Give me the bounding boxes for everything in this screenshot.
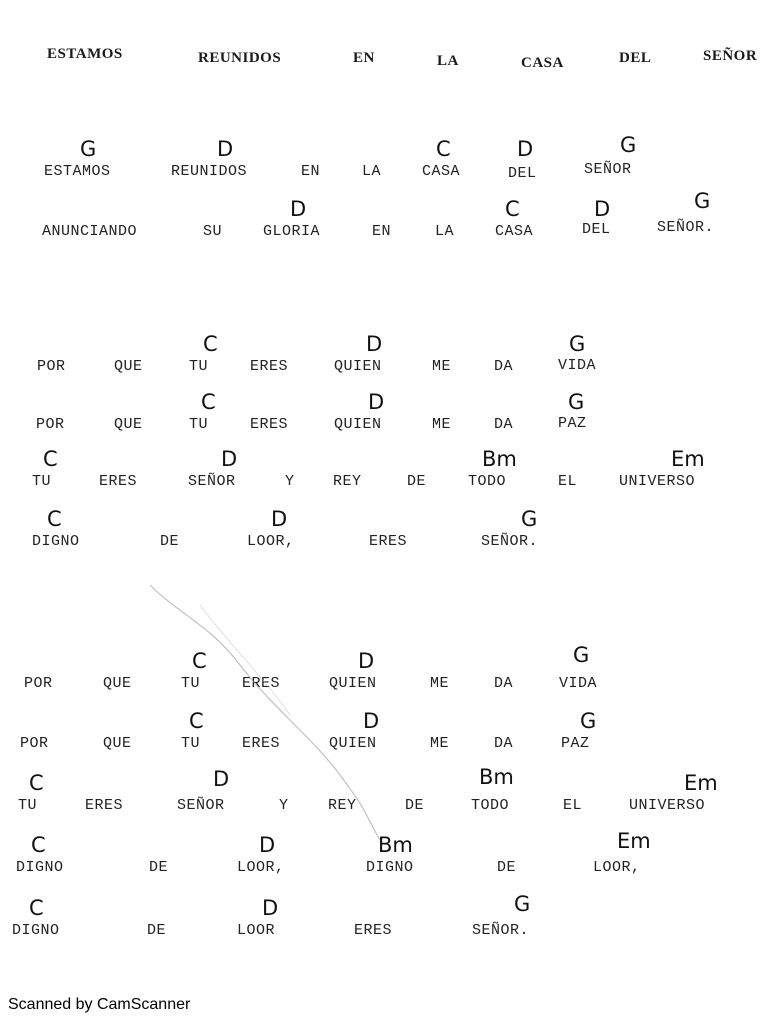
- lyric-word: QUE: [114, 416, 143, 433]
- lyric-word: ME: [432, 358, 452, 375]
- chord: C: [43, 447, 58, 471]
- lyric-word: VIDA: [558, 357, 597, 374]
- lyric-word: ERES: [99, 473, 138, 490]
- lyric-word: ERES: [369, 533, 408, 550]
- chord: G: [620, 133, 637, 157]
- chorus1-line-3: [0, 449, 768, 499]
- chord: D: [259, 833, 276, 857]
- lyric-word: DE: [147, 922, 167, 939]
- chord: C: [203, 332, 218, 356]
- chorus1-line-1: [0, 334, 768, 384]
- lyric-word: LOOR,: [237, 859, 285, 876]
- chord: D: [213, 767, 230, 791]
- lyric-word: TU: [189, 416, 209, 433]
- lyric-word: QUIEN: [334, 358, 382, 375]
- lyric-word: QUE: [103, 735, 132, 752]
- chord: D: [368, 390, 385, 414]
- lyric-word: EL: [563, 797, 583, 814]
- chord: C: [31, 833, 46, 857]
- lyric-word: PAZ: [561, 735, 590, 752]
- lyric-word: Y: [279, 797, 289, 814]
- lyric-word: SEÑOR.: [657, 219, 715, 236]
- lyric-word: LA: [435, 223, 455, 240]
- lyric-word: LOOR,: [593, 859, 641, 876]
- lyric-word: DA: [494, 735, 514, 752]
- lyric-word: DA: [494, 358, 514, 375]
- chord: C: [192, 649, 207, 673]
- chord: D: [271, 507, 288, 531]
- lyric-word: GLORIA: [263, 223, 321, 240]
- lyric-word: ESTAMOS: [44, 163, 111, 180]
- chord: G: [80, 137, 97, 161]
- lyric-word: TU: [189, 358, 209, 375]
- lyric-word: TODO: [468, 473, 507, 490]
- lyric-word: TU: [32, 473, 52, 490]
- chord: D: [262, 896, 279, 920]
- lyric-word: ERES: [242, 735, 281, 752]
- chord: D: [290, 197, 307, 221]
- lyric-word: DE: [160, 533, 180, 550]
- song-title: [0, 48, 768, 78]
- lyric-word: VIDA: [559, 675, 598, 692]
- lyric-word: Y: [285, 473, 295, 490]
- lyric-word: SEÑOR: [188, 473, 236, 490]
- chord: Em: [684, 771, 718, 795]
- lyric-word: QUE: [114, 358, 143, 375]
- lyric-word: ME: [430, 675, 450, 692]
- lyric-word: DA: [494, 416, 514, 433]
- chorus1-line-4: [0, 509, 768, 559]
- lyric-word: CASA: [495, 223, 534, 240]
- lyric-word: ERES: [242, 675, 281, 692]
- chord: Em: [671, 447, 705, 471]
- lyric-word: LA: [362, 163, 382, 180]
- lyric-word: DIGNO: [16, 859, 64, 876]
- lyric-word: ANUNCIANDO: [42, 223, 138, 240]
- chord: C: [29, 896, 44, 920]
- lyric-word: DA: [494, 675, 514, 692]
- lyric-word: SEÑOR.: [472, 922, 530, 939]
- chord: G: [569, 332, 586, 356]
- lyric-word: DEL: [508, 165, 537, 182]
- lyric-word: POR: [24, 675, 53, 692]
- title-word: DEL: [619, 50, 652, 66]
- lyric-word: SEÑOR.: [481, 533, 539, 550]
- lyric-word: EN: [301, 163, 321, 180]
- lyric-word: SEÑOR: [584, 161, 632, 178]
- lyric-word: QUIEN: [334, 416, 382, 433]
- chord: G: [573, 643, 590, 667]
- chord: Bm: [479, 765, 514, 789]
- title-word: ESTAMOS: [47, 46, 123, 62]
- chord: G: [568, 390, 585, 414]
- lyric-word: UNIVERSO: [619, 473, 696, 490]
- chord: C: [505, 197, 520, 221]
- lyric-word: TU: [181, 675, 201, 692]
- lyric-word: DE: [149, 859, 169, 876]
- lyric-word: UNIVERSO: [629, 797, 706, 814]
- chord: D: [366, 332, 383, 356]
- lyric-word: SU: [203, 223, 223, 240]
- lyric-word: TU: [18, 797, 38, 814]
- lyric-word: QUE: [103, 675, 132, 692]
- title-word: EN: [353, 50, 375, 66]
- lyric-word: ERES: [85, 797, 124, 814]
- paper-crease: [140, 585, 400, 845]
- lyric-word: LOOR,: [247, 533, 295, 550]
- lyric-word: ERES: [250, 358, 289, 375]
- lyric-word: POR: [37, 358, 66, 375]
- lyric-word: QUIEN: [329, 675, 377, 692]
- chord: D: [358, 649, 375, 673]
- lyric-word: REY: [333, 473, 362, 490]
- lyric-word: DIGNO: [366, 859, 414, 876]
- lyric-word: ERES: [354, 922, 393, 939]
- lyric-word: POR: [20, 735, 49, 752]
- scanner-footer: Scanned by CamScanner: [8, 996, 191, 1013]
- title-word: REUNIDOS: [198, 50, 282, 66]
- lyric-word: ME: [432, 416, 452, 433]
- lyric-word: PAZ: [558, 415, 587, 432]
- verse-line-2: [0, 189, 768, 249]
- title-word: LA: [437, 53, 459, 69]
- lyric-word: REUNIDOS: [171, 163, 248, 180]
- lyric-word: ME: [430, 735, 450, 752]
- lyric-word: REY: [328, 797, 357, 814]
- lyric-word: DIGNO: [12, 922, 60, 939]
- chord: C: [189, 709, 204, 733]
- chord: Bm: [482, 447, 517, 471]
- chord: G: [521, 507, 538, 531]
- chord: D: [517, 137, 534, 161]
- lyric-word: EN: [372, 223, 392, 240]
- chord: D: [217, 137, 234, 161]
- lyric-word: ERES: [250, 416, 289, 433]
- lyric-word: DE: [407, 473, 427, 490]
- lyric-word: DE: [497, 859, 517, 876]
- lyric-word: LOOR: [237, 922, 276, 939]
- lyric-word: QUIEN: [329, 735, 377, 752]
- lyric-word: DIGNO: [32, 533, 80, 550]
- chorus2-line-5: [0, 892, 768, 948]
- verse-line-1: [0, 133, 768, 189]
- chord: C: [436, 137, 451, 161]
- chord: C: [47, 507, 62, 531]
- lyric-word: POR: [36, 416, 65, 433]
- chord: G: [514, 892, 531, 916]
- title-word: CASA: [521, 55, 564, 71]
- lyric-word: CASA: [422, 163, 461, 180]
- lyric-word: TU: [181, 735, 201, 752]
- chord: Em: [617, 829, 651, 853]
- chord: Bm: [378, 833, 413, 857]
- chord: C: [29, 771, 44, 795]
- chord: D: [594, 197, 611, 221]
- chord: G: [694, 189, 711, 213]
- lyric-word: DEL: [582, 221, 611, 238]
- lyric-word: EL: [558, 473, 578, 490]
- lyric-word: TODO: [471, 797, 510, 814]
- chord: D: [363, 709, 380, 733]
- chorus1-line-2: [0, 392, 768, 442]
- lyric-word: SEÑOR: [177, 797, 225, 814]
- lyric-word: DE: [405, 797, 425, 814]
- chord: C: [201, 390, 216, 414]
- chord: G: [580, 709, 597, 733]
- chord: D: [221, 447, 238, 471]
- title-word: SEÑOR: [703, 48, 758, 64]
